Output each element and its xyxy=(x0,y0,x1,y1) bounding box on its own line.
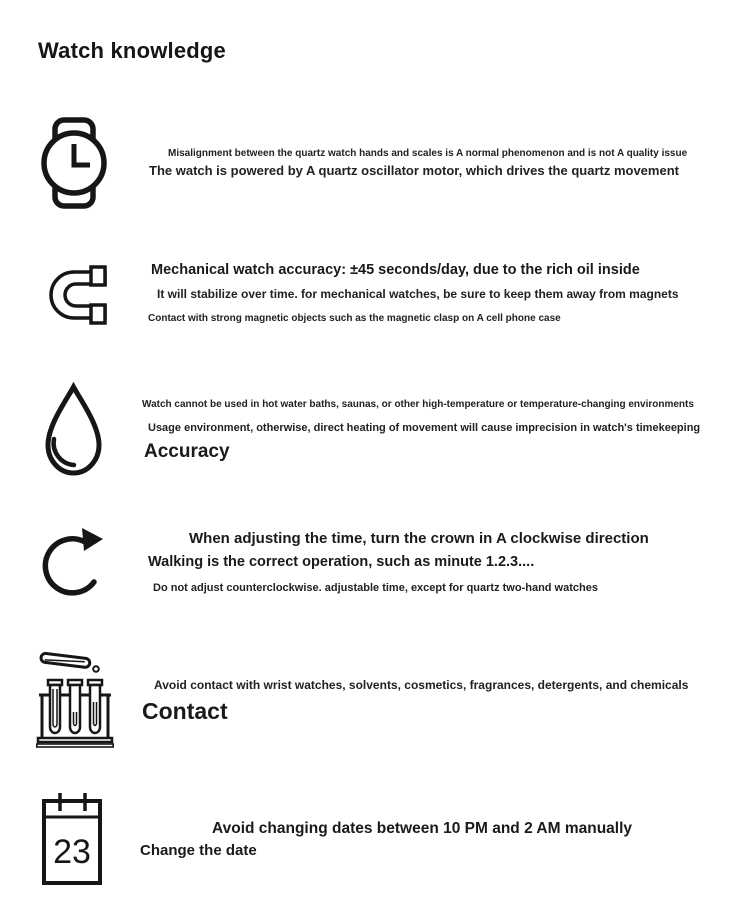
date-section-main: Avoid changing dates between 10 PM and 2 AM manually xyxy=(212,820,633,837)
calendar-date-number: 23 xyxy=(53,833,91,871)
magnet-icon xyxy=(42,264,108,326)
magnet-section-note: Contact with strong magnetic objects such as the magnetic clasp on A cell phone case xyxy=(148,313,561,324)
page-title: Watch knowledge xyxy=(38,38,226,63)
calendar-icon xyxy=(41,791,103,886)
test-tubes-icon xyxy=(36,648,114,748)
adjust-section-note: Do not adjust counterclockwise. adjustable time, except for quartz two-hand watches xyxy=(153,582,598,594)
adjust-section-sub: Walking is the correct operation, such as minute 1.2.3.... xyxy=(148,554,535,570)
watch-icon xyxy=(40,116,108,210)
magnet-section-main: Mechanical watch accuracy: ±45 seconds/day, due to the rich oil inside xyxy=(151,262,640,278)
water-drop-icon xyxy=(39,381,108,480)
water-section-heading: Accuracy xyxy=(144,441,230,462)
adjust-section-main: When adjusting the time, turn the crown in A clockwise direction xyxy=(189,530,649,547)
date-section-sub: Change the date xyxy=(140,842,257,859)
magnet-section-sub: It will stabilize over time. for mechanical watches, be sure to keep them away from magnets xyxy=(157,287,679,301)
water-section-note: Watch cannot be used in hot water baths, saunas, or other high-temperature or temperature-changing environments xyxy=(142,399,694,410)
watch-section-main: The watch is powered by A quartz oscillator motor, which drives the quartz movement xyxy=(149,163,679,178)
chemicals-section-main: Avoid contact with wrist watches, solvents, cosmetics, fragrances, detergents, and chemicals xyxy=(154,678,689,692)
chemicals-section-heading: Contact xyxy=(142,698,228,724)
watch-section-note: Misalignment between the quartz watch hands and scales is A normal phenomenon and is not A quality issue xyxy=(168,148,688,159)
water-section-sub: Usage environment, otherwise, direct heating of movement will cause imprecision in watch's timekeeping xyxy=(148,422,701,434)
clockwise-arrow-icon xyxy=(41,524,105,604)
